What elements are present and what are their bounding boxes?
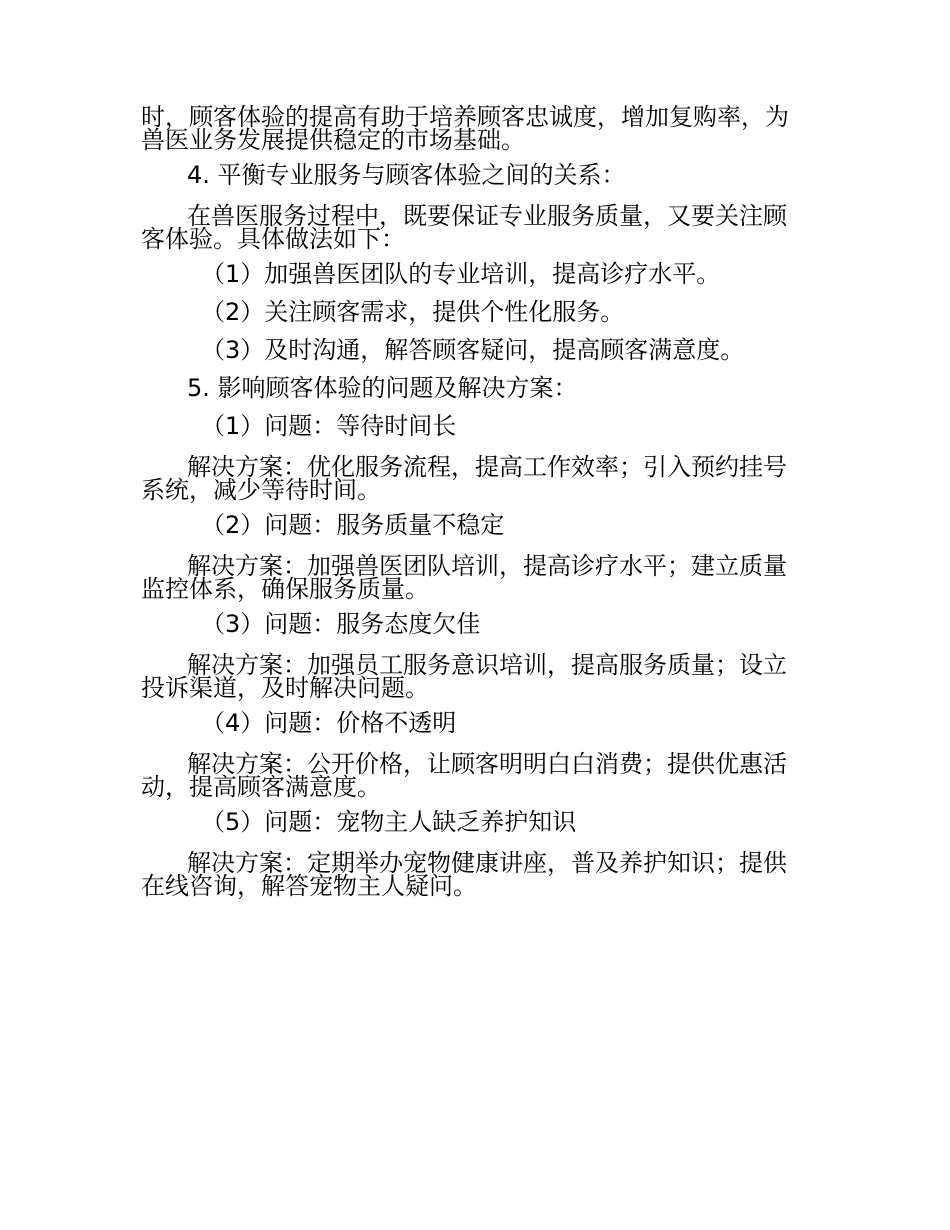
paragraph: [141, 373, 811, 403]
text-line: 在线咨询，解答宠物主人疑问。: [141, 872, 477, 900]
text-line: （1）加强兽医团队的专业培训，提高诊疗水平。: [201, 260, 721, 288]
paragraph: [141, 202, 811, 253]
text-line: 4. 平衡专业服务与顾客体验之间的关系：: [187, 161, 626, 189]
paragraph: [141, 259, 811, 289]
text-line: （4）问题：价格不透明: [201, 709, 457, 737]
text-line: 监控体系，确保服务质量。: [141, 575, 429, 603]
paragraph: [141, 411, 811, 441]
text-line: （5）问题：宠物主人缺乏养护知识: [201, 808, 577, 836]
paragraph: [141, 651, 811, 702]
text-line: 时，顾客体验的提高有助于培养顾客忠诚度，增加复购率，为: [141, 103, 789, 131]
text-line: 投诉渠道，及时解决问题。: [141, 674, 429, 702]
text-line: （3）问题：服务态度欠佳: [201, 610, 481, 638]
text-line: 解决方案：加强员工服务意识培训，提高服务质量；设立: [187, 651, 787, 679]
paragraph: [141, 849, 811, 900]
paragraph: [141, 708, 811, 738]
text-line: （2）问题：服务质量不稳定: [201, 511, 505, 539]
paragraph: [141, 160, 811, 190]
paragraph: [141, 552, 811, 603]
text-line: （1）问题：等待时间长: [201, 412, 457, 440]
text-line: 动，提高顾客满意度。: [141, 773, 381, 801]
text-line: 解决方案：定期举办宠物健康讲座，普及养护知识；提供: [187, 849, 787, 877]
text-line: 客体验。具体做法如下：: [141, 225, 405, 253]
text-line: 5. 影响顾客体验的问题及解决方案：: [187, 374, 578, 402]
paragraph: [141, 453, 811, 504]
paragraph: [141, 510, 811, 540]
text-line: 系统，减少等待时间。: [141, 476, 381, 504]
text-line: （2）关注顾客需求，提供个性化服务。: [201, 298, 625, 326]
paragraph: [141, 335, 811, 365]
text-line: 在兽医服务过程中，既要保证专业服务质量，又要关注顾: [187, 202, 787, 230]
text-line: 兽医业务发展提供稳定的市场基础。: [141, 126, 525, 154]
paragraph: [141, 297, 811, 327]
paragraph: [141, 103, 811, 154]
document-body: [141, 103, 811, 900]
text-line: 解决方案：加强兽医团队培训，提高诊疗水平；建立质量: [187, 552, 787, 580]
paragraph: [141, 609, 811, 639]
text-line: （3）及时沟通，解答顾客疑问，提高顾客满意度。: [201, 336, 745, 364]
paragraph: [141, 807, 811, 837]
paragraph: [141, 750, 811, 801]
text-line: 解决方案：公开价格，让顾客明明白白消费；提供优惠活: [187, 750, 787, 778]
text-line: 解决方案：优化服务流程，提高工作效率；引入预约挂号: [187, 453, 787, 481]
